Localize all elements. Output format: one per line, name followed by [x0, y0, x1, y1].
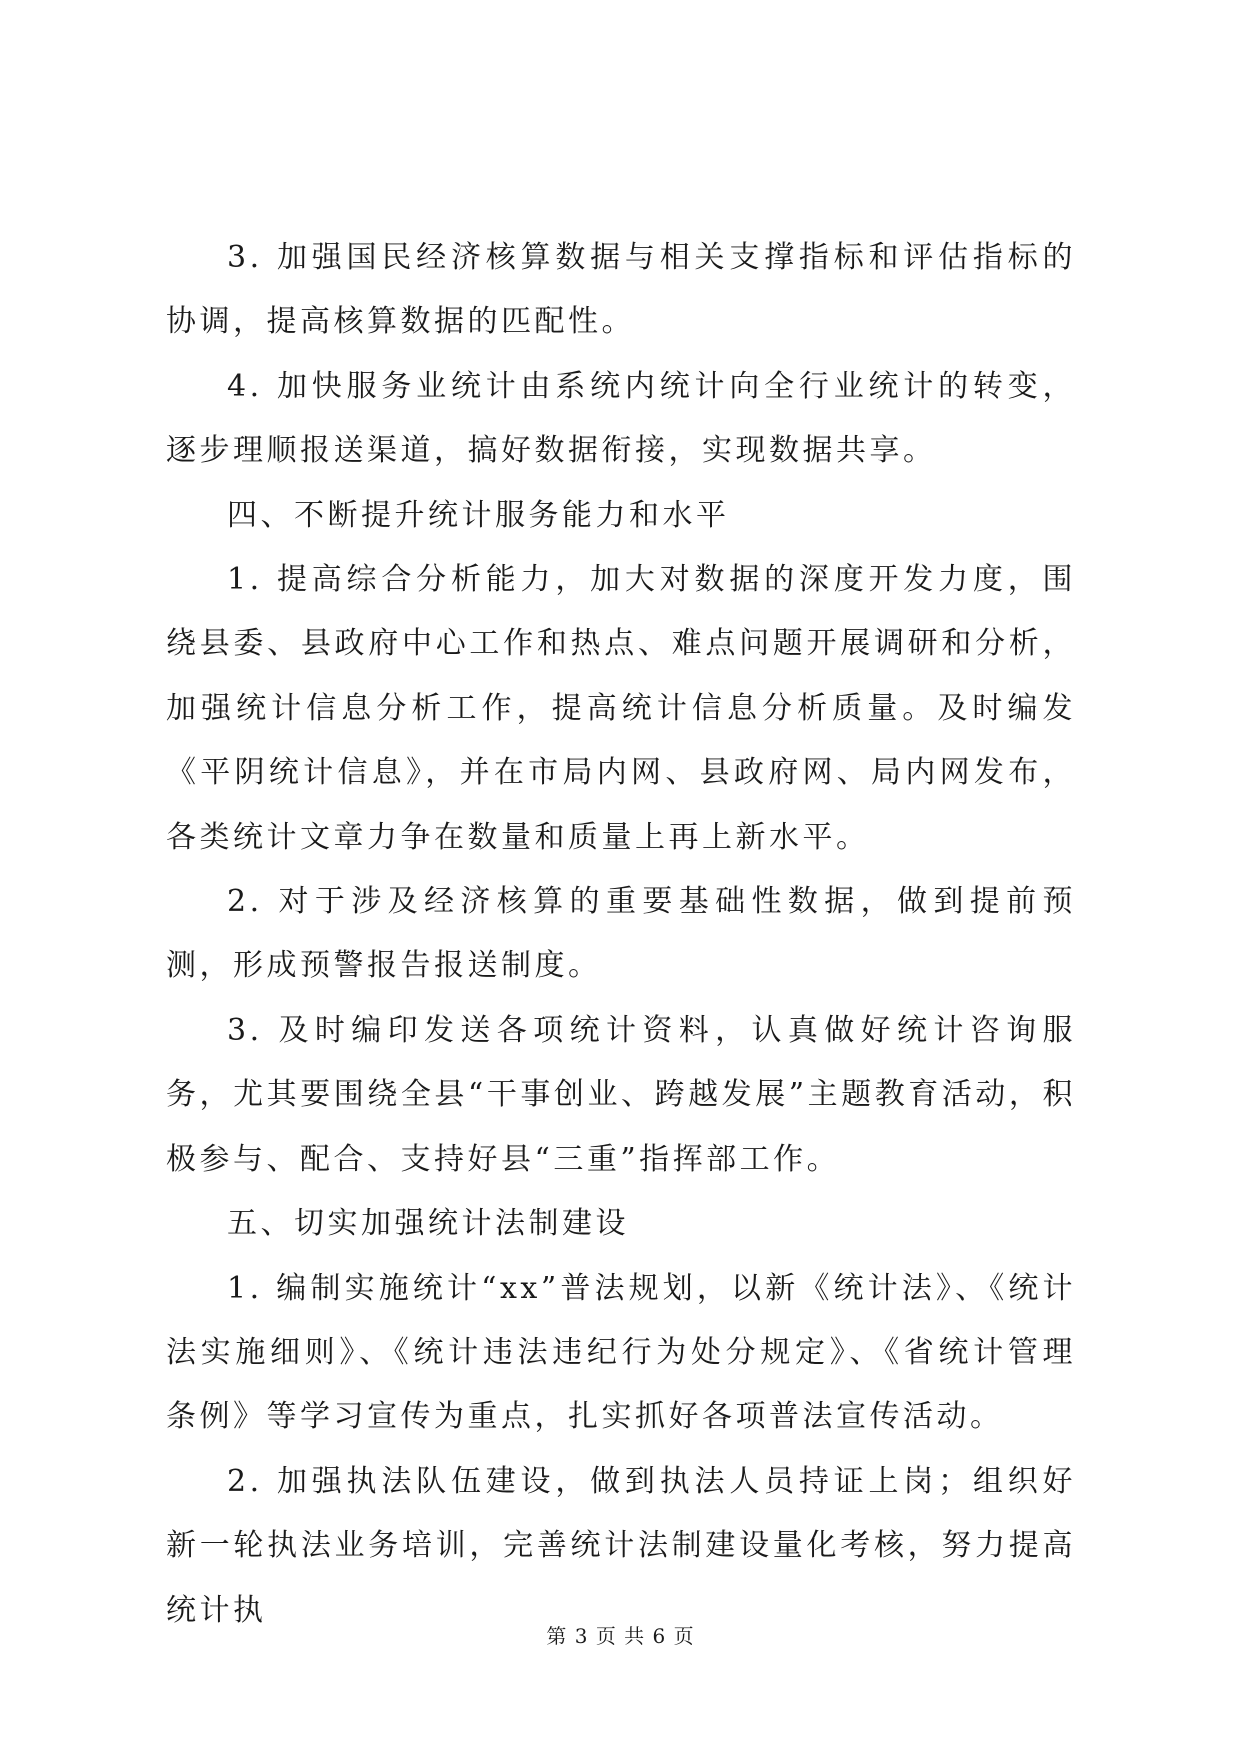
- page-number-footer: 第 3 页 共 6 页: [546, 1624, 695, 1648]
- paragraph-item-3-materials: 3. 及时编印发送各项统计资料，认真做好统计咨询服务，尤其要围绕全县“干事创业、跨越发展”主题教育活动，积极参与、配合、支持好县“三重”指挥部工作。: [166, 1012, 1076, 1177]
- paragraph-item-4-service-statistics: 4. 加快服务业统计由系统内统计向全行业统计的转变，逐步理顺报送渠道，搞好数据衔接，实现数据共享。: [166, 368, 1076, 469]
- paragraph-item-3-coordination: 3. 加强国民经济核算数据与相关支撑指标和评估指标的协调，提高核算数据的匹配性。: [166, 240, 1076, 340]
- section-heading-five: 五、切实加强统计法制建设: [227, 1206, 629, 1242]
- paragraph-item-1-analysis: 1. 提高综合分析能力，加大对数据的深度开发力度，围绕县委、县政府中心工作和热点、难点问题开展调研和分析，加强统计信息分析工作，提高统计信息分析质量。及时编发《平阴统计信息》，并在市局内网、县政府网、局内网发布，各类统计文章力争在数量和质量上再上新水平。: [166, 562, 1076, 855]
- document-body: [166, 226, 1076, 1643]
- paragraph-item-1-law-plan: 1. 编制实施统计“xx”普法规划，以新《统计法》、《统计法实施细则》、《统计违法违纪行为处分规定》、《省统计管理条例》等学习宣传为重点，扎实抓好各项普法宣传活动。: [166, 1270, 1076, 1435]
- paragraph-item-2-enforcement: 2. 加强执法队伍建设，做到执法人员持证上岗；组织好新一轮执法业务培训，完善统计法制建设量化考核，努力提高统计执: [166, 1463, 1076, 1628]
- paragraph-item-2-forecast: 2. 对于涉及经济核算的重要基础性数据，做到提前预测，形成预警报告报送制度。: [166, 884, 1076, 984]
- section-heading-four: 四、不断提升统计服务能力和水平: [227, 497, 730, 533]
